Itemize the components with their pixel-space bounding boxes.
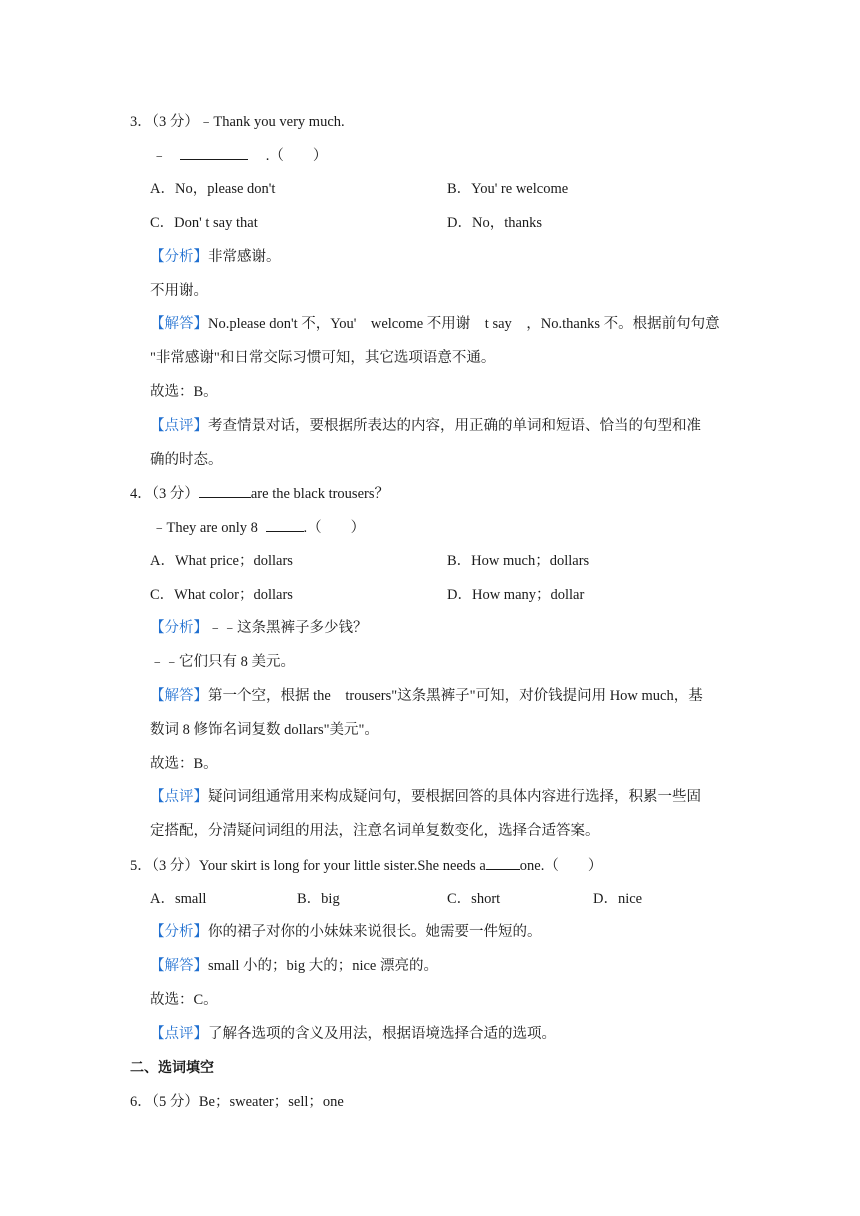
q4-option-a: A．What price；dollars [150,553,293,569]
q5-analysis [150,922,542,942]
q3-option-b: B．You' re welcome [447,181,569,197]
q3-analysis-text: 非常感谢。 [208,249,281,265]
q3-analysis [150,247,281,267]
q3-solution [150,314,720,334]
q4-option-d: D．How many；dollar [447,587,585,603]
q5-comment-text: 了解各选项的含义及用法，根据语境选择合适的选项。 [208,1026,556,1042]
q4-line2-prefix: ﹣They are only 8 [152,520,262,536]
q3-comment-text: 考查情景对话，要根据所表达的内容，用正确的单词和短语、恰当的句型和准 [208,418,701,434]
q3-comment [150,416,701,436]
q5-analysis-tag: 【分析】 [150,924,208,940]
q4-comment-text: 疑问词组通常用来构成疑问句，要根据回答的具体内容进行选择，积累一些固 [208,789,701,805]
q4-comment-tag: 【点评】 [150,789,208,805]
q4-solution [150,686,703,706]
q4-choice: 故选：B。 [150,756,218,772]
q5-choice: 故选：C。 [150,992,218,1008]
q4-blank-1 [199,483,251,498]
q5-solution [150,956,438,976]
q3-comment-2: 确的时态。 [150,452,223,468]
q3-stem: 3．（3 分）﹣Thank you very much. [130,114,345,130]
q5-option-c: C．short [447,891,501,907]
q4-solution-2: 数词 8 修饰名词复数 dollars"美元"。 [150,722,379,738]
q6-stem: 6．（5 分）Be；sweater；sell；one [130,1094,344,1110]
q4-line2-suffix: .（ ） [303,520,366,536]
q4-comment [150,787,701,807]
q4-stem-suffix: are the black trousers？ [250,486,389,502]
q4-analysis-tag: 【分析】 [150,620,208,636]
q4-analysis [150,618,368,638]
q4-option-b: B．How much；dollars [447,553,590,569]
q5-analysis-text: 你的裙子对你的小妹妹来说很长。她需要一件短的。 [208,924,542,940]
q4-line-2 [152,517,365,538]
q5-option-b: B．big [297,891,340,907]
q4-comment-2: 定搭配，分清疑问词组的用法，注意名词单复数变化，选择合适答案。 [150,823,600,839]
q3-answer-prefix: ﹣ [152,148,167,164]
q5-solution-tag: 【解答】 [150,958,208,974]
q4-solution-tag: 【解答】 [150,688,208,704]
q3-option-d: D．No，thanks [447,215,543,231]
q3-answer-line [152,145,327,166]
q3-solution-2: "非常感谢"和日常交际习惯可知，其它选项语意不通。 [150,350,496,366]
q5-comment-tag: 【点评】 [150,1026,208,1042]
q4-stem-prefix: 4．（3 分） [130,486,199,502]
q3-analysis-2: 不用谢。 [150,283,208,299]
q5-solution-text: small 小的；big 大的；nice 漂亮的。 [208,958,438,974]
q5-option-d: D．nice [593,891,643,907]
q3-option-a: A．No，please don't [150,181,276,197]
q3-comment-tag: 【点评】 [150,418,208,434]
q3-option-c: C．Don' t say that [150,215,258,231]
q3-solution-tag: 【解答】 [150,316,208,332]
q3-blank [180,145,248,160]
q5-option-a: A．small [150,891,207,907]
q5-stem-suffix: one.（ ） [519,858,603,874]
q3-choice: 故选：B。 [150,384,218,400]
section-heading: 二、选词填空 [130,1060,214,1076]
q5-blank [486,855,520,870]
q5-comment [150,1024,556,1044]
q4-solution-text: 第一个空，根据 the trousers"这条黑裤子"可知，对价钱提问用 How much，基 [208,688,703,704]
q4-option-c: C．What color；dollars [150,587,293,603]
q4-analysis-2: ﹣﹣它们只有 8 美元。 [150,654,295,670]
q4-blank-2 [266,517,304,532]
q5-stem-prefix: 5．（3 分）Your skirt is long for your little sister.She needs a [130,858,486,874]
q3-analysis-tag: 【分析】 [150,249,208,265]
q4-analysis-text: ﹣﹣这条黑裤子多少钱？ [208,620,368,636]
q5-stem [130,855,602,876]
q4-stem [130,483,389,504]
q3-answer-suffix: .（ ） [265,148,328,164]
q3-solution-text: No.please don't 不，You' welcome 不用谢 t say ，No.thanks 不。根据前句句意 [208,316,720,332]
